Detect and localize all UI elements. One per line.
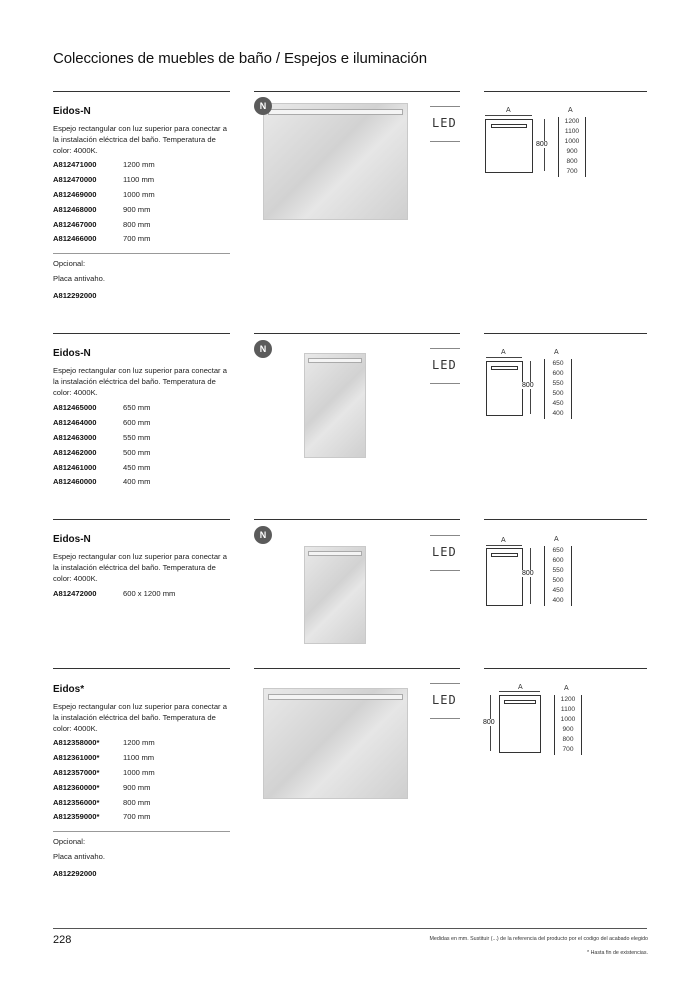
size-item: 500 (552, 390, 564, 397)
ref-size: 700 mm (123, 812, 151, 822)
ref-size: 600 x 1200 mm (123, 589, 176, 598)
size-item: 700 (566, 168, 578, 175)
led-icon (430, 106, 460, 142)
ref-code: A812356000* (53, 797, 100, 807)
product-description: Espejo rectangular con luz superior para conectar a la instalación eléctrica del baño. Temperatura de color: 4000K. (53, 124, 227, 155)
new-badge: N (254, 340, 272, 358)
led-icon (430, 535, 460, 571)
dimension-drawing (486, 361, 523, 416)
divider (53, 831, 230, 832)
size-item: 400 (552, 597, 564, 604)
size-item: 1200 (560, 696, 576, 703)
ref-size: 600 mm (123, 417, 151, 427)
size-list (558, 117, 586, 177)
new-badge: N (254, 97, 272, 115)
size-list (554, 695, 582, 755)
page-title: Colecciones de muebles de baño / Espejos e iluminación (53, 50, 427, 67)
ref-code: A812470000 (53, 174, 97, 184)
product-name: Eidos* (53, 684, 85, 695)
divider (53, 668, 230, 669)
divider (53, 519, 230, 520)
dimension-label: A (506, 107, 511, 114)
ref-code: A812465000 (53, 403, 97, 412)
ref-code: A812463000 (53, 432, 97, 442)
table-row (53, 205, 155, 220)
divider (254, 519, 460, 520)
footnote: Medidas en mm. Sustituir (...) de la referencia del producto por el codigo del acabado elegido (429, 936, 648, 942)
ref-code: A812359000* (53, 812, 100, 822)
led-label: LED (432, 358, 457, 372)
ref-size: 400 mm (123, 477, 151, 487)
ref-size: 1100 mm (123, 752, 155, 762)
size-column-header: A (554, 536, 559, 543)
ref-code: A812360000* (53, 782, 100, 792)
table-row (53, 190, 155, 205)
size-list (544, 546, 572, 606)
mirror-image (304, 353, 366, 458)
size-item: 400 (552, 410, 564, 417)
size-item: 900 (566, 148, 578, 155)
ref-size: 550 mm (123, 432, 151, 442)
table-row (53, 738, 155, 753)
ref-code: A812361000* (53, 752, 100, 762)
ref-size: 1200 mm (123, 738, 155, 747)
divider (484, 91, 647, 92)
divider (484, 668, 647, 669)
table-row (53, 768, 155, 783)
size-item: 650 (552, 360, 564, 367)
ref-code: A812467000 (53, 219, 97, 229)
table-row (53, 753, 155, 768)
table-row (53, 783, 155, 798)
size-item: 550 (552, 380, 564, 387)
size-item: 1000 (564, 138, 580, 145)
table-row (53, 160, 155, 175)
ref-size: 650 mm (123, 403, 151, 412)
divider (254, 333, 460, 334)
size-item: 1000 (560, 716, 576, 723)
table-row (53, 812, 155, 827)
product-description: Espejo rectangular con luz superior para conectar a la instalación eléctrica del baño. Temperatura de color: 4000K. (53, 702, 227, 733)
dimension-label: A (501, 349, 506, 356)
ref-code: A812472000 (53, 589, 97, 598)
table-row (53, 463, 150, 478)
size-item: 600 (552, 370, 564, 377)
led-label: LED (432, 693, 457, 707)
new-badge: N (254, 526, 272, 544)
optional-code: A812292000 (53, 291, 97, 300)
dimension-drawing (486, 548, 523, 606)
table-row (53, 403, 150, 418)
divider (484, 519, 647, 520)
ref-code: A812468000 (53, 204, 97, 214)
size-item: 500 (552, 577, 564, 584)
led-label: LED (432, 545, 457, 559)
footnote-stock: * Hasta fin de existencias. (587, 950, 648, 956)
size-item: 1200 (564, 118, 580, 125)
ref-size: 1000 mm (123, 189, 155, 199)
reference-table (53, 738, 155, 827)
product-name: Eidos-N (53, 106, 91, 117)
table-row (53, 798, 155, 813)
table-row (53, 234, 155, 249)
product-description: Espejo rectangular con luz superior para conectar a la instalación eléctrica del baño. Temperatura de color: 4000K. (53, 366, 227, 397)
ref-size: 800 mm (123, 797, 151, 807)
ref-code: A812464000 (53, 417, 97, 427)
led-label: LED (432, 116, 457, 130)
led-icon (430, 348, 460, 384)
height-label: 800 (536, 141, 548, 148)
ref-size: 700 mm (123, 234, 151, 244)
ref-size: 450 mm (123, 462, 151, 472)
ref-code: A812461000 (53, 462, 97, 472)
ref-code: A812469000 (53, 189, 97, 199)
ref-size: 800 mm (123, 219, 151, 229)
size-item: 800 (562, 736, 574, 743)
size-column-header: A (568, 107, 573, 114)
reference-table (53, 589, 175, 604)
page-number: 228 (53, 934, 72, 946)
table-row (53, 175, 155, 190)
size-item: 650 (552, 547, 564, 554)
divider (53, 333, 230, 334)
ref-code: A812471000 (53, 160, 97, 169)
ref-code: A812460000 (53, 477, 97, 487)
ref-size: 900 mm (123, 204, 151, 214)
divider (53, 253, 230, 254)
size-item: 1100 (564, 128, 580, 135)
mirror-image (263, 103, 408, 220)
ref-size: 1000 mm (123, 767, 155, 777)
product-name: Eidos-N (53, 534, 91, 545)
size-item: 800 (566, 158, 578, 165)
table-row (53, 418, 150, 433)
size-item: 450 (552, 587, 564, 594)
mirror-image (263, 688, 408, 799)
dimension-drawing (485, 119, 533, 173)
optional-item: Placa antivaho. (53, 852, 105, 861)
reference-table (53, 403, 150, 492)
led-icon (430, 683, 460, 719)
ref-size: 1100 mm (123, 174, 155, 184)
size-item: 600 (552, 557, 564, 564)
divider (254, 668, 460, 669)
height-label: 800 (522, 382, 534, 389)
size-item: 450 (552, 400, 564, 407)
dimension-label: A (501, 537, 506, 544)
table-row (53, 220, 155, 235)
ref-size: 1200 mm (123, 160, 155, 169)
size-item: 550 (552, 567, 564, 574)
dimension-drawing (499, 695, 541, 753)
ref-size: 900 mm (123, 782, 151, 792)
size-item: 700 (562, 746, 574, 753)
size-item: 900 (562, 726, 574, 733)
reference-table (53, 160, 155, 249)
divider (484, 333, 647, 334)
optional-label: Opcional: (53, 259, 86, 268)
optional-code: A812292000 (53, 869, 97, 878)
table-row (53, 477, 150, 492)
ref-code: A812357000* (53, 767, 100, 777)
footer-divider (53, 928, 647, 929)
ref-size: 500 mm (123, 447, 151, 457)
table-row (53, 589, 175, 604)
divider (254, 91, 460, 92)
mirror-image (304, 546, 366, 644)
height-label: 800 (483, 719, 495, 726)
product-description: Espejo rectangular con luz superior para conectar a la instalación eléctrica del baño. Temperatura de color: 4000K. (53, 552, 227, 583)
height-label: 800 (522, 570, 534, 577)
optional-label: Opcional: (53, 837, 86, 846)
divider (53, 91, 230, 92)
size-list (544, 359, 572, 419)
size-column-header: A (554, 349, 559, 356)
table-row (53, 448, 150, 463)
size-item: 1100 (560, 706, 576, 713)
dimension-label: A (518, 684, 523, 691)
optional-item: Placa antivaho. (53, 274, 105, 283)
ref-code: A812466000 (53, 234, 97, 244)
ref-code: A812358000* (53, 738, 100, 747)
ref-code: A812462000 (53, 447, 97, 457)
table-row (53, 433, 150, 448)
size-column-header: A (564, 685, 569, 692)
product-name: Eidos-N (53, 348, 91, 359)
